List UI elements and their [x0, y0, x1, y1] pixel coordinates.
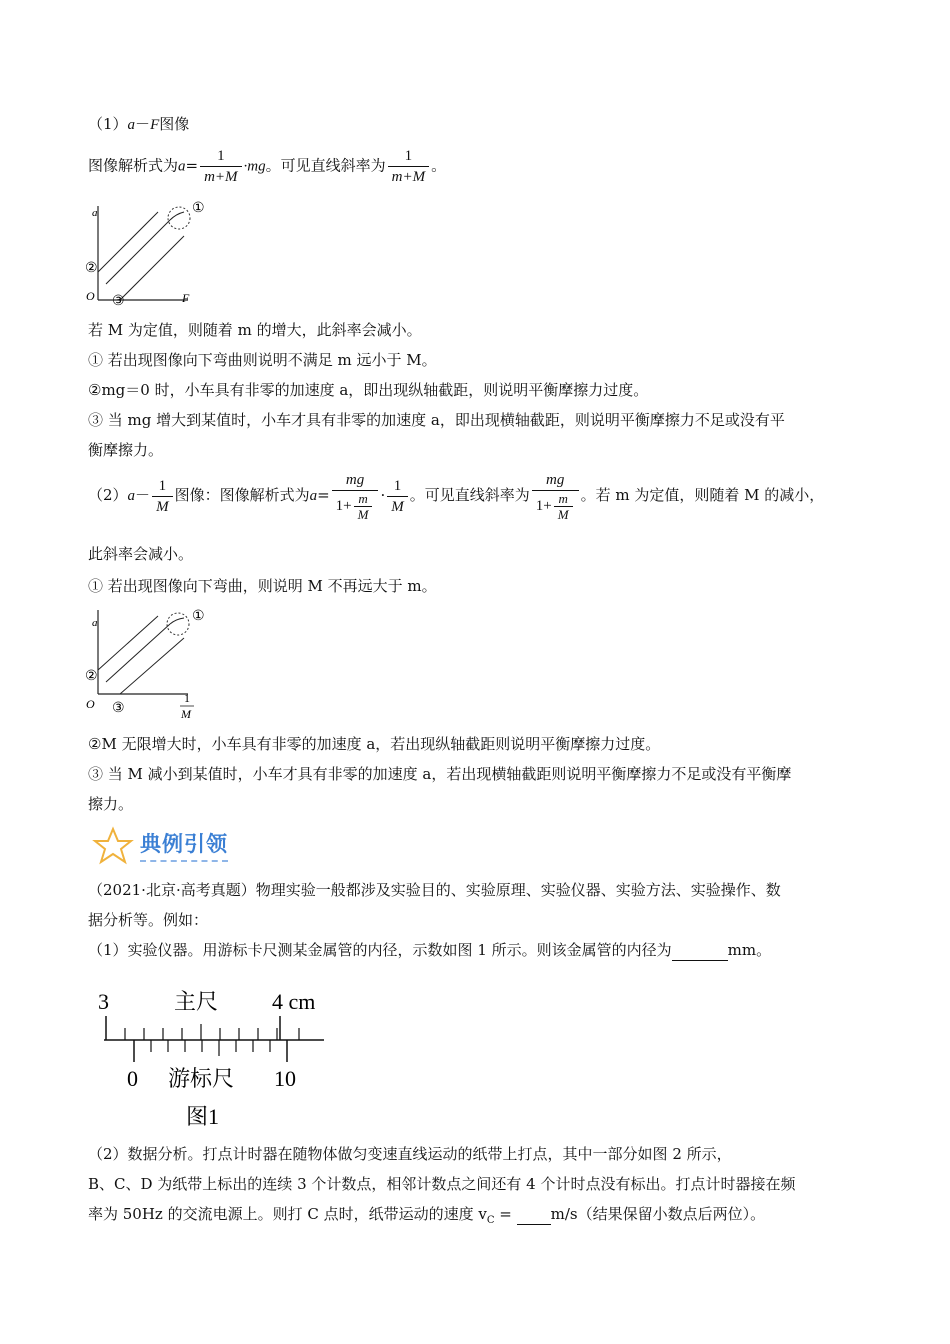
dashed-circle [168, 207, 190, 229]
line-3 [120, 236, 184, 300]
main-scale-right: 4 cm [272, 989, 316, 1014]
label-1: ① [192, 201, 205, 216]
section2-line-2: 此斜率会减小。 [88, 545, 194, 563]
fraction: $\frac{1}{m+M}$ [388, 146, 429, 187]
label-2: ② [85, 261, 98, 276]
section1-line-3: ②mg＝0 时，小车具有非零的加速度 a，即出现纵轴截距，则说明平衡摩擦力过度。 [88, 381, 649, 399]
main-scale-title: 主尺 [174, 989, 219, 1014]
question-2-line-2: B、C、D 为纸带上标出的连续 3 个计数点，相邻计数点之间还有 4 个计时点没有标出。打点计时器接在频 [88, 1175, 796, 1193]
a-1-over-M-graph [84, 604, 214, 726]
section2-line-5: ③ 当 M 减小到某值时，小车才具有非零的加速度 a，若出现横轴截距则说明平衡摩擦力不足或没有平衡摩 [88, 765, 792, 783]
section2-expression: （2）a－ $\frac{1}{M}$ 图像：图像解析式为a= mg 1+ $\frac{m}{M}$ · $\frac{1}{M}$ 。可见直线斜率为 mg 1+ $\frac{m}{M}$ 。若 m 为定值，则随着 M 的减小， [88, 472, 825, 522]
label-3: ③ [112, 701, 125, 716]
question-2-line-1: （2）数据分析。打点计时器在随物体做匀变速直线运动的纸带上打点，其中一部分如图 2 所示， [88, 1145, 732, 1163]
origin-label: O [86, 697, 95, 711]
vernier-left: 0 [127, 1066, 138, 1091]
figure-caption: 图1 [186, 1104, 220, 1129]
section1-title: （1）a－F图像 [88, 115, 190, 133]
label-1: ① [192, 609, 205, 624]
line-1 [106, 220, 170, 284]
axis-x-label: F [182, 291, 190, 305]
axis-x-num: 1 [184, 691, 190, 705]
section1-line-2: ① 若出现图像向下弯曲则说明不满足 m 远小于 M。 [88, 351, 437, 369]
axis-y-label: a [92, 617, 98, 629]
section1-line-4: ③ 当 mg 增大到某值时，小车才具有非零的加速度 a，即出现横轴截距，则说明平衡摩擦力不足或没有平 [88, 411, 785, 429]
section1-expression: 图像解析式为a= $\frac{1}{m+M}$ ·mg。可见直线斜率为 $\frac{1}{m+M}$ 。 [88, 148, 447, 185]
star-icon [92, 826, 134, 866]
section2-line-3: ① 若出现图像向下弯曲，则说明 M 不再远大于 m。 [88, 577, 437, 595]
answer-blank[interactable] [672, 940, 728, 961]
axis-x-den: M [181, 707, 191, 721]
section2-line-6: 擦力。 [88, 795, 134, 813]
velocity-answer-blank[interactable] [517, 1204, 551, 1225]
section1-line-5: 衡摩擦力。 [88, 441, 164, 459]
vernier-right: 10 [274, 1066, 296, 1091]
axis-y-label: a [92, 207, 98, 219]
example-line-2: 据分析等。例如： [88, 911, 209, 929]
question-2-line-3: 率为 50Hz 的交流电源上。则打 C 点时，纸带运动的速度 $v_C = m/s$（结果保留小数点后两位）。 [88, 1205, 766, 1226]
line-2 [98, 212, 158, 272]
label-2: ② [85, 669, 98, 684]
section2-line-4: ②M 无限增大时，小车具有非零的加速度 a，若出现纵轴截距则说明平衡摩擦力过度。 [88, 735, 661, 753]
main-scale-left: 3 [98, 989, 109, 1014]
question-1: （1）实验仪器。用游标卡尺测某金属管的内径，示数如图 1 所示。则该金属管的内径为 mm。 [88, 941, 772, 959]
vernier-caliper-figure [96, 984, 336, 1132]
a-F-graph [84, 196, 214, 308]
origin-label: O [86, 289, 95, 303]
vernier-label: 游标尺 [168, 1066, 235, 1091]
example-line-1: （2021·北京·高考真题）物理实验一般都涉及实验目的、实验原理、实验仪器、实验方法、实验操作、数 [88, 881, 781, 899]
label-3: ③ [112, 294, 125, 308]
fraction: $\frac{1}{m+M}$ [200, 146, 241, 187]
section1-line-1: 若 M 为定值，则随着 m 的增大，此斜率会减小。 [88, 321, 422, 339]
section-heading: 典例引领 [140, 828, 228, 862]
